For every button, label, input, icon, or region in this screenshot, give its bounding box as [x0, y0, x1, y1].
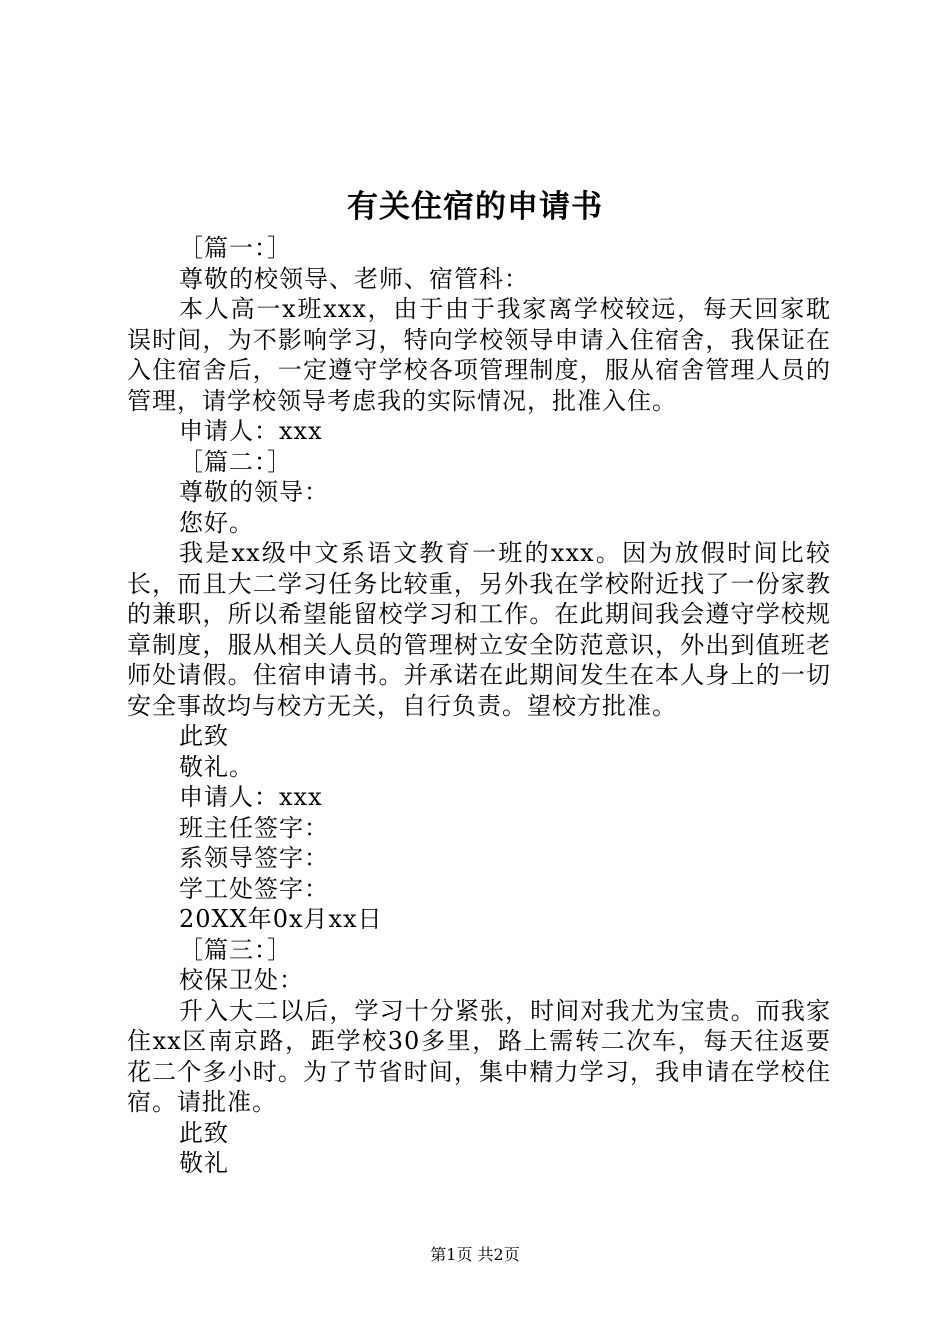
signature-line-teacher: 班主任签字： [179, 813, 329, 842]
signature-line-department: 系领导签字： [179, 844, 329, 872]
section-heading-1: ［篇一：］ [179, 234, 292, 262]
page-footer: 第1页 共2页 [430, 1245, 520, 1264]
salutation-3: 校保卫处： [179, 966, 304, 994]
body-paragraph-2: 我是xx级中文系语文教育一班的xxx。因为放假时间比较长，而且大二学习任务比较重，另外我在学校附近找了一份家教的兼职，所以希望能留校学习和工作。在此期间我会遵守学校规章制度，服从相关人员的管理树立安全防范意识，外出到值班老师处请假。住宿申请书。并承诺在此期间发生在本人身上的一切安全事故均与校方无关，自行负责。望校方批准。 [127, 539, 831, 720]
closing-line-2a: 此致 [179, 722, 229, 750]
body-paragraph-1: 本人高一x班xxx，由于由于我家离学校较远，每天回家耽误时间，为不影响学习，特向学校领导申请入住宿舍，我保证在入住宿舍后，一定遵守学校各项管理制度，服从宿舍管理人员的管理，请学校领导考虑我的实际情况，批准入住。 [127, 295, 831, 415]
salutation-1: 尊敬的校领导、老师、宿管科： [179, 264, 529, 293]
date-line: 20XX年0x月xx日 [179, 905, 383, 933]
salutation-2: 尊敬的领导： [179, 478, 329, 506]
section-heading-3: ［篇三：］ [179, 935, 292, 964]
applicant-line-2: 申请人：xxx [179, 783, 323, 811]
signature-line-student-affairs: 学工处签字： [179, 874, 329, 903]
greeting-2: 您好。 [179, 508, 254, 537]
body-paragraph-3: 升入大二以后，学习十分紧张，时间对我尤为宝贵。而我家住xx区南京路，距学校30多里，路上需转二次车，每天往返要花二个多小时。为了节省时间，集中精力学习，我申请在学校住宿。请批准。 [127, 996, 831, 1116]
applicant-line-1: 申请人：xxx [179, 417, 323, 445]
section-heading-2: ［篇二：］ [179, 447, 292, 476]
document-body [127, 233, 831, 1179]
closing-line-3b: 敬礼 [179, 1149, 229, 1177]
closing-line-3a: 此致 [179, 1118, 229, 1147]
closing-line-2b: 敬礼。 [179, 752, 254, 781]
document-title: 有关住宿的申请书 [347, 189, 603, 225]
